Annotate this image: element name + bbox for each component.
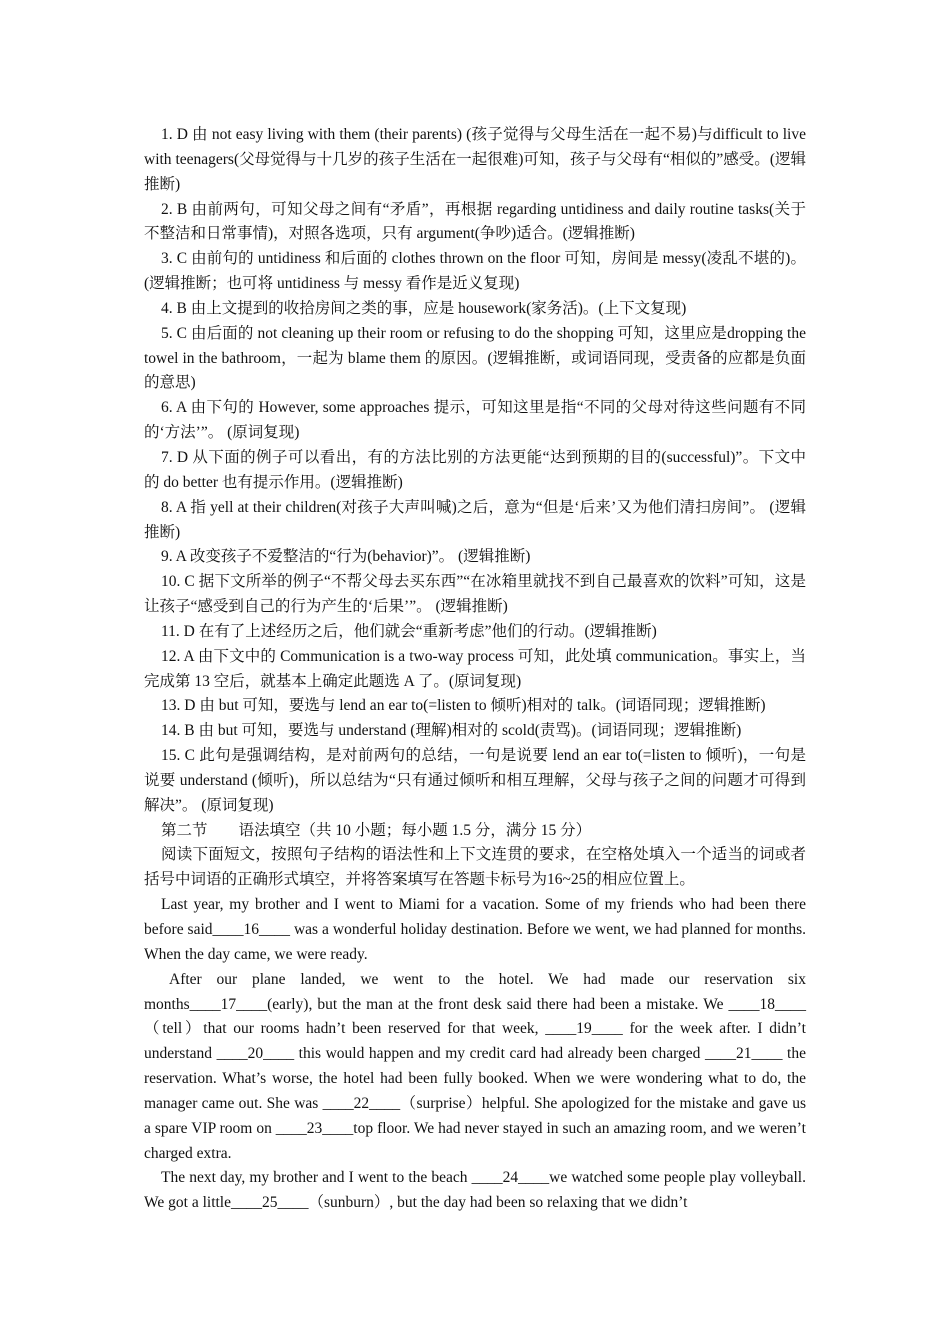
- section-subtitle: 语法填空（共 10 小题；每小题 1.5 分，满分 15 分）: [238, 821, 592, 839]
- section-instruction: 阅读下面短文，按照句子结构的语法性和上下文连贯的要求，在空格处填入一个适当的词或者括号中词语的正确形式填空，并将答案填写在答题卡标号为16~25的相应位置上。: [144, 846, 806, 889]
- answer-explanation-3: 3. C 由前句的 untidiness 和后面的 clothes thrown on the floor 可知，房间是 messy(凌乱不堪的)。(逻辑推断；也可将 untidiness 与 messy 看作是近义复现): [144, 250, 806, 293]
- answer-explanation-8: 8. A 指 yell at their children(对孩子大声叫喊)之后，意为“但是‘后来’又为他们清扫房间”。 (逻辑推断): [144, 498, 806, 541]
- passage-paragraph-3: The next day, my brother and I went to the beach ____24____we watched some people play volleyball. We got a little____25____（sunburn）, but the day had been so relaxing that we didn’t: [144, 1169, 806, 1212]
- section-heading: [144, 819, 806, 844]
- answer-explanation-11: 11. D 在有了上述经历之后，他们就会“重新考虑”他们的行动。(逻辑推断): [161, 622, 657, 640]
- answer-explanation-12: 12. A 由下文中的 Communication is a two-way process 可知，此处填 communication。事实上，当完成第 13 空后，就基本上确定此题选 A 了。(原词复现): [144, 647, 806, 690]
- answer-explanation-15: 15. C 此句是强调结构，是对前两句的总结，一句是说要 lend an ear to(=listen to 倾听)，一句是说要 understand (倾听)，所以总结为“只有通过倾听和相互理解，父母与孩子之间的问题才可得到解决”。 (原词复现): [144, 747, 806, 814]
- section-title: 第二节: [161, 821, 208, 839]
- answer-explanation-2: 2. B 由前两句，可知父母之间有“矛盾”，再根据 regarding untidiness and daily routine tasks(关于不整洁和日常事情)，对照各选项，只有 argument(争吵)适合。(逻辑推断): [144, 200, 806, 243]
- answer-explanation-10: 10. C 据下文所举的例子“不帮父母去买东西”“在冰箱里就找不到自己最喜欢的饮料”可知，这是让孩子“感受到自己的行为产生的‘后果’”。 (逻辑推断): [144, 573, 806, 616]
- answer-explanation-1: 1. D 由 not easy living with them (their parents) (孩子觉得与父母生活在一起不易)与difficult to live with teenagers(父母觉得与十几岁的孩子生活在一起很难)可知，孩子与父母有“相似的”感受。(逻辑推断): [144, 126, 806, 193]
- answer-explanation-9: 9. A 改变孩子不爱整洁的“行为(behavior)”。 (逻辑推断): [161, 548, 531, 566]
- answer-explanation-5: 5. C 由后面的 not cleaning up their room or refusing to do the shopping 可知，这里应是dropping the towel in the bathroom，一起为 blame them 的原因。(逻辑推断，或词语同现，受责备的应都是负面的意思): [144, 324, 806, 392]
- passage-paragraph-1: Last year, my brother and I went to Miami for a vacation. Some of my friends who had been there before said____16____ was a wonderful holiday destination. Before we went, we had planned for months. When the day came, we were ready.: [144, 896, 806, 963]
- answer-explanation-13: 13. D 由 but 可知，要选与 lend an ear to(=listen to 倾听)相对的 talk。(词语同现；逻辑推断): [161, 697, 766, 715]
- answer-explanation-4: 4. B 由上文提到的收拾房间之类的事，应是 housework(家务活)。(上下文复现): [161, 299, 687, 317]
- document-page: [144, 123, 806, 1216]
- answer-explanation-6: 6. A 由下句的 However, some approaches 提示，可知这里是指“不同的父母对待这些问题有不同的‘方法’”。 (原词复现): [144, 399, 806, 442]
- passage-paragraph-2: After our plane landed, we went to the hotel. We had made our reservation six months____17____(early), but the man at the front desk said there had been a mistake. We ____18____（tell）that our rooms hadn’t been reserved for that week, ____19____ for the week after. I didn’t understand ____20____ this would happen and my credit card had already been charged ____21____ the reservation. What’s worse, the hotel had been fully booked. When we were wondering what to do, the manager came out. She was ____22____（surprise）helpful. She apologized for the mistake and gave us a spare VIP room on ____23____top floor. We had never stayed in such an amazing room, and we weren’t charged extra.: [144, 970, 806, 1162]
- answer-explanation-7: 7. D 从下面的例子可以看出，有的方法比别的方法更能“达到预期的目的(successful)”。下文中的 do better 也有提示作用。(逻辑推断): [144, 448, 806, 491]
- answer-explanation-14: 14. B 由 but 可知，要选与 understand (理解)相对的 scold(责骂)。(词语同现；逻辑推断): [161, 722, 742, 740]
